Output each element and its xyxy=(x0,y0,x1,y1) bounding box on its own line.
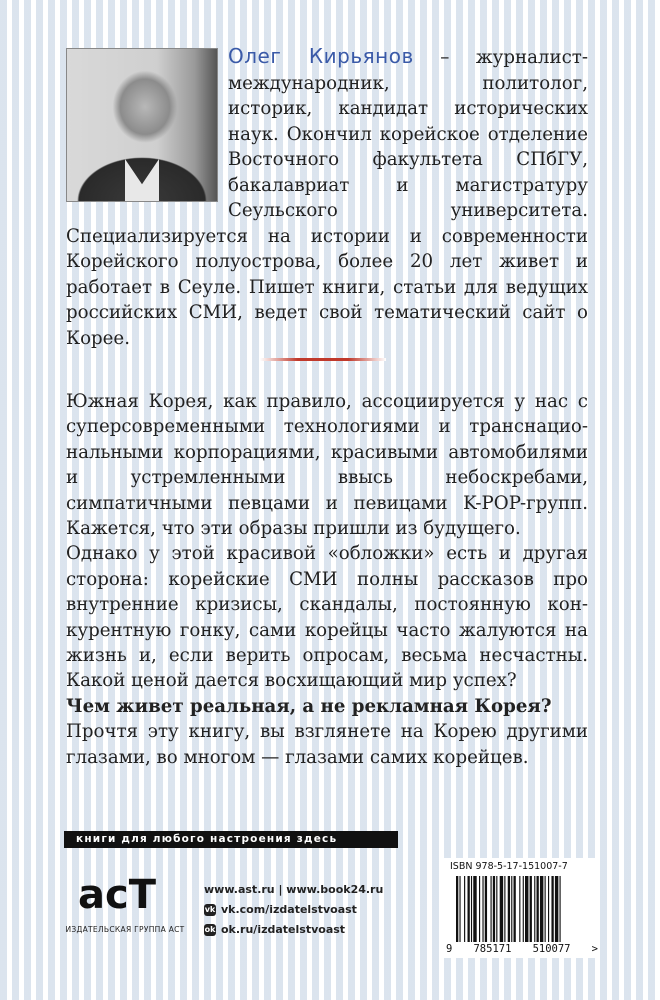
author-bio xyxy=(66,44,588,351)
barcode-bar xyxy=(545,876,546,942)
ok-link[interactable]: ok.ru/izdatelstvoast xyxy=(221,923,346,936)
barcode-bar xyxy=(493,876,495,942)
description-paragraph-3: Прочтя эту книгу, вы взглянете на Корею другими глазами, во многом — глазами самих корейцев. xyxy=(66,721,588,768)
isbn-number: ISBN 978-5-17-151007-7 xyxy=(450,861,568,872)
barcode-bar xyxy=(514,876,516,942)
barcode-bar xyxy=(491,876,492,942)
barcode-bar xyxy=(519,876,520,942)
barcode-bar xyxy=(468,876,470,942)
barcode-digit-group-1: 785171 xyxy=(473,943,512,955)
vk-link[interactable]: vk.com/izdatelstvoast xyxy=(221,903,357,916)
barcode-bar xyxy=(548,876,549,942)
ast-logo-text: acT xyxy=(78,872,156,918)
barcode-digit-tail: > xyxy=(591,943,598,955)
tagline-banner: книги для любого настроения здесь xyxy=(64,831,398,848)
ok-row xyxy=(204,920,383,940)
photo-spacer xyxy=(66,44,228,204)
barcode-bar xyxy=(537,876,539,942)
barcode-bar xyxy=(534,876,535,942)
barcode-bar xyxy=(485,876,487,942)
barcode-bar xyxy=(500,876,503,942)
barcode-bar xyxy=(479,876,480,942)
barcode-bar xyxy=(560,876,561,942)
description-paragraph-1: Южная Корея, как правило, ассоциируется у нас с суперсовременными технологиями и транснациональными корпорациями, красивыми автомобилями и устремленными ввысь небоскребами, симпатичными певцами и певицами K-POP-групп. Кажется, что эти образы пришли из будущего. xyxy=(66,391,588,540)
ok-icon: ok xyxy=(204,925,216,934)
barcode-bar xyxy=(523,876,524,942)
barcode-bars xyxy=(456,876,590,942)
book-description xyxy=(66,389,588,770)
barcode-digit-lead: 9 xyxy=(446,943,453,955)
barcode-bar xyxy=(471,876,472,942)
publisher-contacts xyxy=(204,880,383,940)
section-divider xyxy=(260,358,386,361)
barcode-bar xyxy=(508,876,510,942)
barcode-bar xyxy=(482,876,483,942)
barcode-bar xyxy=(511,876,512,942)
barcode-bar xyxy=(540,876,543,942)
barcode-digits xyxy=(446,943,598,955)
barcode-digit-group-2: 510077 xyxy=(532,943,571,955)
barcode-bar xyxy=(456,876,458,942)
barcode-bar xyxy=(525,876,528,942)
isbn-barcode xyxy=(444,858,600,958)
barcode-bar xyxy=(464,876,465,942)
barcode-bar xyxy=(504,876,505,942)
author-bio-text: – журналист-международник, политолог, историк, кандидат исторических наук. Окончил корейское отделение Восточного факультета СПбГУ, бакалавриат и магистратуру Сеульского университета. Специализируется на истории и современности Корейского полуострова, более 20 лет живет и работает в Сеуле. Пишет книги, статьи для ведущих российских СМИ, ведет свой тематический сайт о Корее. xyxy=(66,47,588,349)
vk-row xyxy=(204,900,383,920)
websites-link[interactable]: www.ast.ru | www.book24.ru xyxy=(204,883,384,896)
barcode-bar xyxy=(473,876,476,942)
vk-icon: vk xyxy=(204,905,216,914)
barcode-bar xyxy=(555,876,558,942)
barcode-bar xyxy=(551,876,553,942)
description-paragraph-2: Однако у этой красивой «обложки» есть и другая сторона: корейские СМИ полны рассказов про внутренние кризисы, скандалы, постоянную конкурентную гонку, сами корейцы часто жалуются на жизнь и, если верить опросам, весьма несчастны. Какой ценой дается восхищающий мир успех? xyxy=(66,543,588,692)
barcode-bar xyxy=(496,876,497,942)
barcode-bar xyxy=(530,876,532,942)
barcode-bar xyxy=(459,876,460,942)
ast-logo xyxy=(76,858,164,918)
publisher-caption: ИЗДАТЕЛЬСКАЯ ГРУППА АСТ xyxy=(65,925,185,934)
description-question: Чем живет реальная, а не рекламная Корея? xyxy=(66,695,552,717)
websites-row xyxy=(204,880,383,900)
author-name: Олег Кирьянов xyxy=(228,44,414,68)
